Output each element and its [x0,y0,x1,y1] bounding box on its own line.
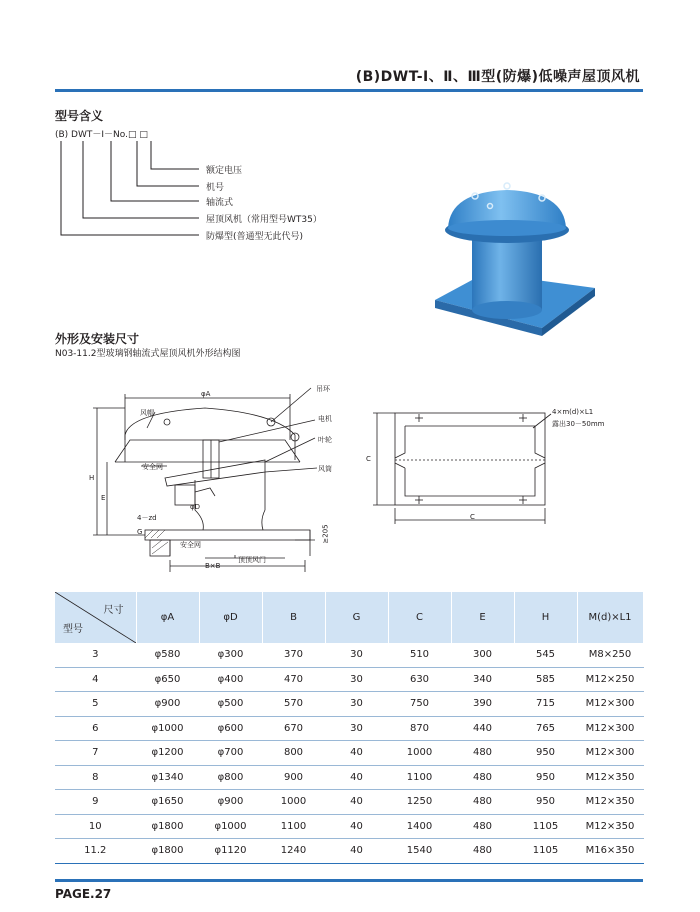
table-cell: 1100 [388,765,451,790]
column-header: G [325,592,388,643]
table-cell: φ1340 [136,765,199,790]
table-cell: 545 [514,643,577,667]
table-row [55,741,643,766]
corner-diagonal [55,592,136,643]
table-row [55,692,643,717]
table-cell: 480 [451,814,514,839]
table-cell: 40 [325,839,388,864]
label-G: G [137,528,143,536]
table-cell: 30 [325,643,388,667]
table-cell: φ300 [199,643,262,667]
table-row [55,839,643,864]
table-cell: 570 [262,692,325,717]
table-cell: M8×250 [577,643,643,667]
table-cell: 40 [325,765,388,790]
table-cell: 1000 [262,790,325,815]
drawing-caption: N03-11.2型玻璃钢轴流式屋顶风机外形结构图 [55,349,241,359]
table-row [55,790,643,815]
meaning-item-4: 屋顶风机（常用型号WT35） [206,215,322,225]
label-duct: 风筒 [318,465,332,473]
table-row [55,667,643,692]
table-cell: φ800 [199,765,262,790]
meaning-item-5: 防爆型(普通型无此代号) [206,232,304,242]
table-cell: 30 [325,692,388,717]
table-cell: φ700 [199,741,262,766]
label-bxb: B×B [205,562,221,570]
label-bolt: 4－zd [137,514,157,522]
column-header: E [451,592,514,643]
label-safety-net-top: 安全网 [142,463,163,471]
table-cell: 750 [388,692,451,717]
table-cell: φ650 [136,667,199,692]
table-cell: 480 [451,839,514,864]
table-cell: 715 [514,692,577,717]
label-motor: 电机 [318,415,332,423]
table-cell: 480 [451,765,514,790]
table-cell: φ1000 [199,814,262,839]
label-hanging-ring: 吊环 [316,385,330,393]
label-C-bottom: C [470,513,475,521]
table-cell: φ1650 [136,790,199,815]
model-cell: 5 [55,692,136,717]
table-cell: 300 [451,643,514,667]
label-E: E [101,494,106,502]
table-cell: 800 [262,741,325,766]
table-cell: 670 [262,716,325,741]
table-cell: φ1200 [136,741,199,766]
table-cell: 870 [388,716,451,741]
table-cell: 1000 [388,741,451,766]
label-phiA: φA [201,390,211,398]
table-cell: φ900 [199,790,262,815]
table-cell: 480 [451,790,514,815]
model-code: (B) DWT－Ⅰ－No.□ □ [55,130,148,140]
table-row [55,814,643,839]
table-cell: 40 [325,790,388,815]
table-cell: 1400 [388,814,451,839]
label-safety-net-bottom: 安全网 [180,541,201,549]
table-cell: 340 [451,667,514,692]
table-cell: 950 [514,790,577,815]
table-cell: 470 [262,667,325,692]
document-title: (B)DWT-Ⅰ、Ⅱ、Ⅲ型(防爆)低噪声屋顶风机 [355,69,640,85]
table-cell: φ900 [136,692,199,717]
label-C-side: C [366,455,371,463]
table-cell: 1540 [388,839,451,864]
model-cell: 4 [55,667,136,692]
column-header: M(d)×L1 [577,592,643,643]
table-cell: 480 [451,741,514,766]
meaning-item-1: 额定电压 [206,166,243,176]
table-cell: φ1000 [136,716,199,741]
table-cell: 440 [451,716,514,741]
table-cell: φ500 [199,692,262,717]
label-hood: 风帽 [140,409,154,417]
table-header-row [55,592,643,643]
table-cell: 950 [514,765,577,790]
table-cell: 1105 [514,814,577,839]
table-row [55,765,643,790]
table-cell: M12×350 [577,790,643,815]
label-mdl1: 4×m(d)×L1 [552,408,594,416]
table-cell: 510 [388,643,451,667]
table-cell: 40 [325,814,388,839]
table-row [55,716,643,741]
table-cell: 390 [451,692,514,717]
table-corner-cell [55,592,136,643]
table-cell: 900 [262,765,325,790]
label-height-205: ≥205 [321,524,330,544]
table-cell: M16×350 [577,839,643,864]
table-cell: 765 [514,716,577,741]
column-header: φA [136,592,199,643]
table-body [55,643,643,863]
table-cell: 1250 [388,790,451,815]
meaning-item-3: 轴流式 [206,198,234,208]
label-phiD: φD [190,503,201,511]
column-header: C [388,592,451,643]
table-cell: 950 [514,741,577,766]
model-bracket-lines [55,138,215,243]
meaning-item-2: 机号 [206,183,225,193]
model-cell: 10 [55,814,136,839]
table-cell: M12×350 [577,814,643,839]
table-cell: 40 [325,741,388,766]
model-cell: 7 [55,741,136,766]
column-header: H [514,592,577,643]
column-header: φD [199,592,262,643]
dimensions-heading: 外形及安装尺寸 [55,332,140,346]
table-cell: φ600 [199,716,262,741]
table-cell: φ1800 [136,814,199,839]
table-cell: φ1800 [136,839,199,864]
corner-bottom-label: 型号 [63,624,83,635]
base-plate-drawing [365,408,565,538]
model-cell: 9 [55,790,136,815]
table-cell: φ580 [136,643,199,667]
table-cell: M12×250 [577,667,643,692]
table-cell: 585 [514,667,577,692]
table-cell: 30 [325,667,388,692]
model-meaning-heading: 型号含义 [55,109,104,123]
column-header: B [262,592,325,643]
table-cell: 630 [388,667,451,692]
table-cell: 30 [325,716,388,741]
table-cell: 1100 [262,814,325,839]
label-exposed: 露出30－50mm [552,420,605,428]
table-cell: M12×300 [577,741,643,766]
label-H: H [89,474,95,482]
table-row [55,643,643,667]
table-cell: φ400 [199,667,262,692]
table-cell: M12×300 [577,716,643,741]
table-cell: φ1120 [199,839,262,864]
page-number: PAGE.27 [55,887,112,901]
corner-top-label: 尺寸 [103,605,124,616]
model-cell: 8 [55,765,136,790]
bottom-divider [55,879,643,882]
specification-table [55,592,644,864]
top-divider [55,89,643,92]
model-cell: 3 [55,643,136,667]
model-cell: 6 [55,716,136,741]
table-cell: 370 [262,643,325,667]
fan-side-view-drawing [85,380,345,575]
label-impeller: 叶轮 [318,436,332,444]
table-cell: 1240 [262,839,325,864]
label-roof-vent-door: 顶顶风门 [238,556,266,564]
table-cell: M12×300 [577,692,643,717]
model-cell: 11.2 [55,839,136,864]
roof-fan-product-image [430,178,605,343]
table-cell: M12×350 [577,765,643,790]
table-cell: 1105 [514,839,577,864]
